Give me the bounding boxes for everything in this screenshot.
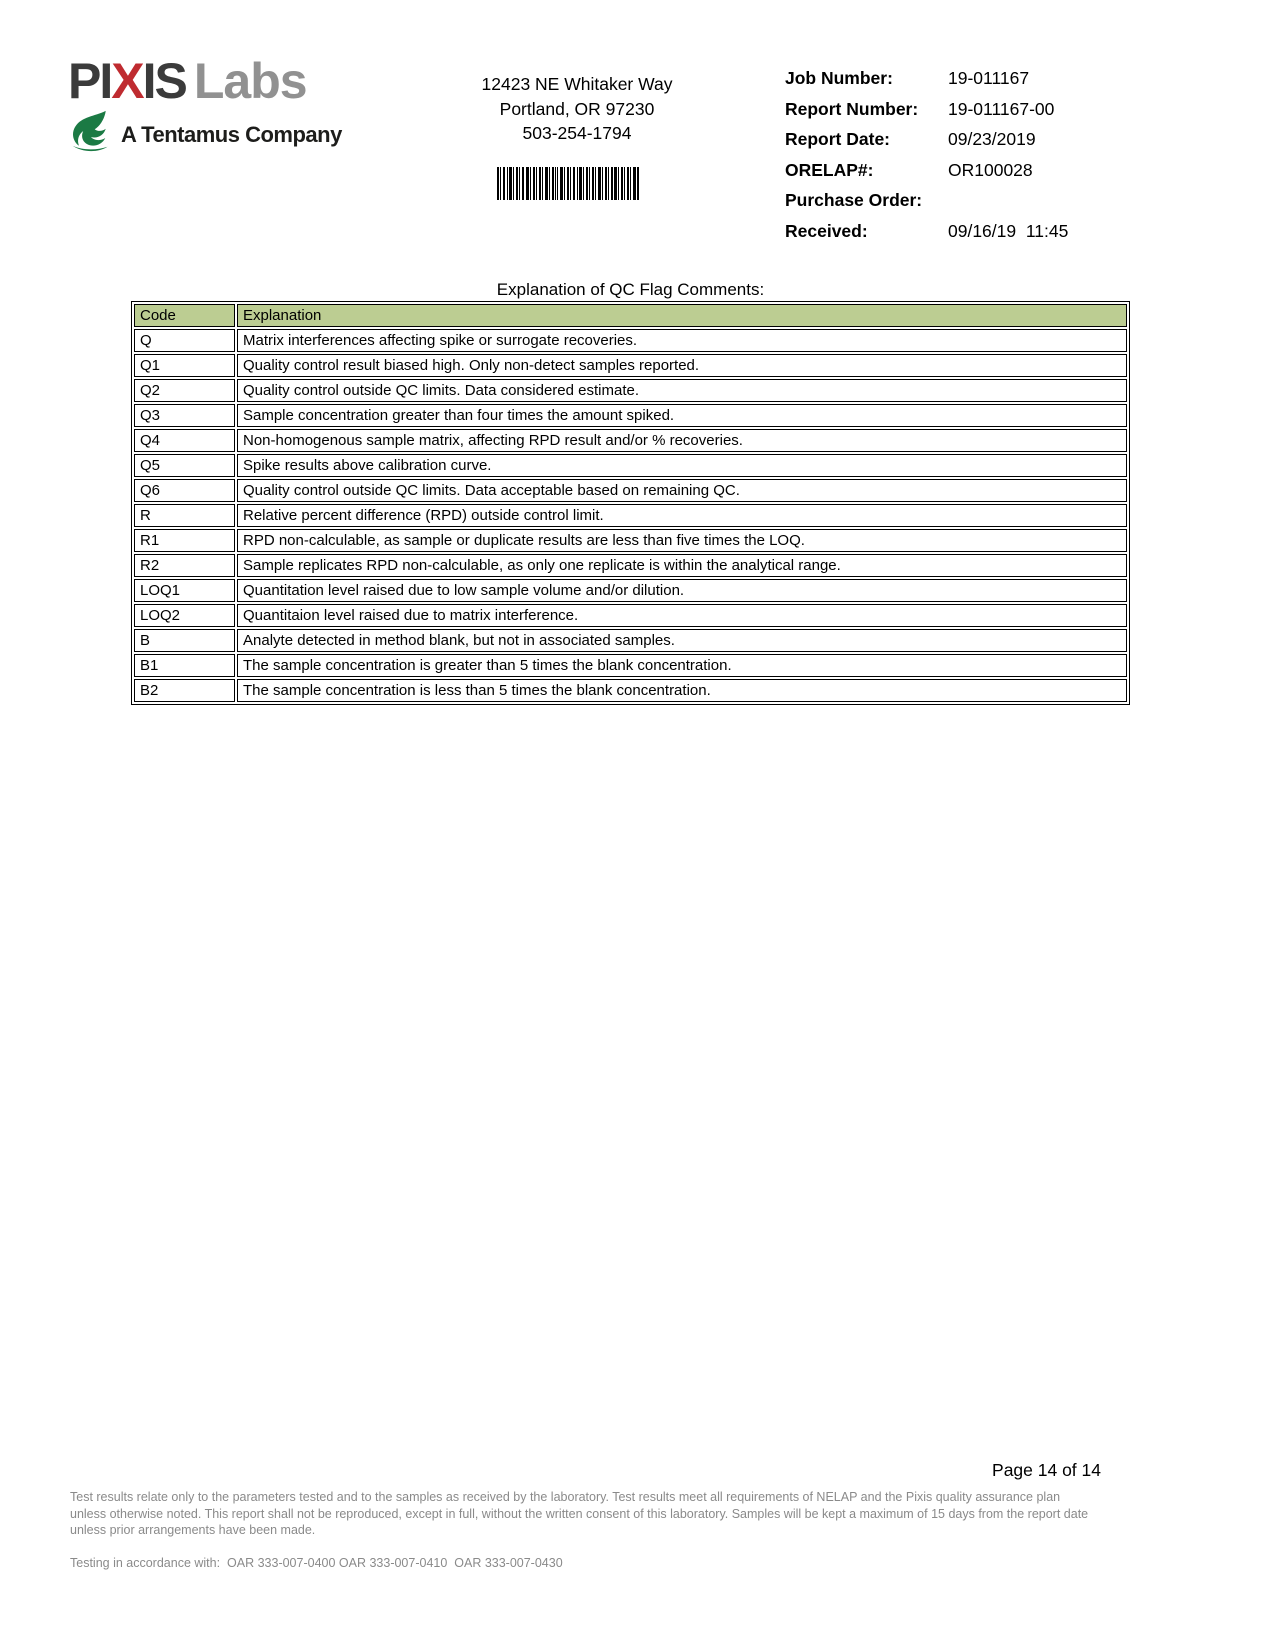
table-row	[134, 479, 1127, 502]
qc-explanation-cell: Quantitaion level raised due to matrix interference.	[237, 604, 1127, 627]
qc-code-cell: Q3	[134, 404, 235, 427]
qc-explanation-cell: Relative percent difference (RPD) outside control limit.	[237, 504, 1127, 527]
qc-code-cell: Q	[134, 329, 235, 352]
qc-code-cell: LOQ2	[134, 604, 235, 627]
table-row	[134, 604, 1127, 627]
logo-part-pi: PI	[68, 53, 112, 109]
info-value: OR100028	[948, 159, 1033, 180]
info-row	[785, 129, 1215, 149]
table-row	[134, 679, 1127, 702]
qc-flag-table	[131, 301, 1130, 705]
table-row	[134, 629, 1127, 652]
address-line-1: 12423 NE Whitaker Way	[481, 74, 673, 94]
table-row	[134, 429, 1127, 452]
qc-code-cell: R1	[134, 529, 235, 552]
address-line-2: Portland, OR 97230	[499, 98, 655, 119]
qc-code-cell: Q5	[134, 454, 235, 477]
logo-part-labs: Labs	[193, 53, 307, 109]
logo-tagline: A Tentamus Company	[121, 121, 342, 147]
table-row	[134, 579, 1127, 602]
qc-explanation-cell: Sample concentration greater than four times the amount spiked.	[237, 404, 1127, 427]
table-row	[134, 354, 1127, 377]
address-line-3: 503-254-1794	[522, 123, 632, 143]
qc-explanation-cell: Non-homogenous sample matrix, affecting RPD result and/or % recoveries.	[237, 429, 1127, 452]
qc-explanation-cell: The sample concentration is less than 5 times the blank concentration.	[237, 679, 1127, 702]
tentamus-leaf-icon	[68, 109, 114, 160]
qc-code-cell: B1	[134, 654, 235, 677]
table-header-row	[134, 304, 1127, 327]
info-value: 09/23/2019	[948, 129, 1036, 149]
table-row	[134, 654, 1127, 677]
table-row	[134, 379, 1127, 402]
table-row	[134, 504, 1127, 527]
qc-code-cell: Q6	[134, 479, 235, 502]
qc-explanation-cell: The sample concentration is greater than 5 times the blank concentration.	[237, 654, 1127, 677]
qc-explanation-cell: Quality control outside QC limits. Data acceptable based on remaining QC.	[237, 479, 1127, 502]
qc-table-title: Explanation of QC Flag Comments:	[496, 280, 765, 299]
qc-code-cell: R	[134, 504, 235, 527]
qc-code-cell: B	[134, 629, 235, 652]
qc-code-cell: Q4	[134, 429, 235, 452]
qc-code-cell: Q1	[134, 354, 235, 377]
info-value: 09/16/19 11:45	[948, 220, 1069, 241]
info-value: 19-011167	[948, 68, 1030, 88]
column-header-code: Code	[134, 304, 235, 327]
info-row	[785, 190, 1215, 210]
info-row	[785, 68, 1215, 88]
page-number: Page 14 of 14	[992, 1460, 1101, 1480]
info-value: 19-011167-00	[948, 98, 1055, 119]
qc-explanation-cell: Spike results above calibration curve.	[237, 454, 1127, 477]
logo-wordmark	[68, 53, 342, 109]
info-label: Report Date:	[785, 129, 891, 149]
table-row	[134, 529, 1127, 552]
logo-part-x: X	[111, 53, 143, 109]
info-label: Purchase Order:	[785, 190, 923, 210]
info-label: Job Number:	[785, 68, 893, 88]
info-label: ORELAP#:	[785, 159, 874, 180]
lab-logo	[68, 53, 342, 160]
qc-explanation-cell: Sample replicates RPD non-calculable, as only one replicate is within the analytical range.	[237, 554, 1127, 577]
info-row	[785, 160, 1215, 180]
report-info-block	[785, 68, 1215, 251]
qc-explanation-cell: Quality control result biased high. Only non-detect samples reported.	[237, 354, 1127, 377]
qc-explanation-cell: Quality control outside QC limits. Data considered estimate.	[237, 379, 1127, 402]
qc-explanation-cell: Matrix interferences affecting spike or surrogate recoveries.	[237, 329, 1127, 352]
qc-explanation-cell: RPD non-calculable, as sample or duplicate results are less than five times the LOQ.	[237, 529, 1127, 552]
table-row	[134, 454, 1127, 477]
info-row	[785, 221, 1215, 241]
qc-code-cell: B2	[134, 679, 235, 702]
qc-code-cell: R2	[134, 554, 235, 577]
lab-address	[417, 72, 737, 146]
table-row	[134, 554, 1127, 577]
info-row	[785, 99, 1215, 119]
qc-explanation-cell: Quantitation level raised due to low sample volume and/or dilution.	[237, 579, 1127, 602]
column-header-explanation: Explanation	[237, 304, 1127, 327]
table-row	[134, 404, 1127, 427]
qc-code-cell: LOQ1	[134, 579, 235, 602]
table-row	[134, 329, 1127, 352]
qc-explanation-cell: Analyte detected in method blank, but not in associated samples.	[237, 629, 1127, 652]
footer-testing-accordance: Testing in accordance with: OAR 333-007-0400 OAR 333-007-0410 OAR 333-007-0430	[70, 1556, 563, 1570]
info-label: Report Number:	[785, 98, 919, 119]
footer-disclaimer: Test results relate only to the parameters tested and to the samples as received by the laboratory. Test results meet all requirements of NELAP and the Pixis quality assurance plan unless otherwise noted. This report shall not be reproduced, except in full, without the written consent of this laboratory. Samples will be kept a maximum of 15 days from the report date unless prior arrangements have been made.	[70, 1490, 1089, 1537]
logo-part-is: IS	[142, 53, 186, 109]
barcode	[497, 167, 639, 205]
qc-code-cell: Q2	[134, 379, 235, 402]
info-label: Received:	[785, 220, 868, 241]
